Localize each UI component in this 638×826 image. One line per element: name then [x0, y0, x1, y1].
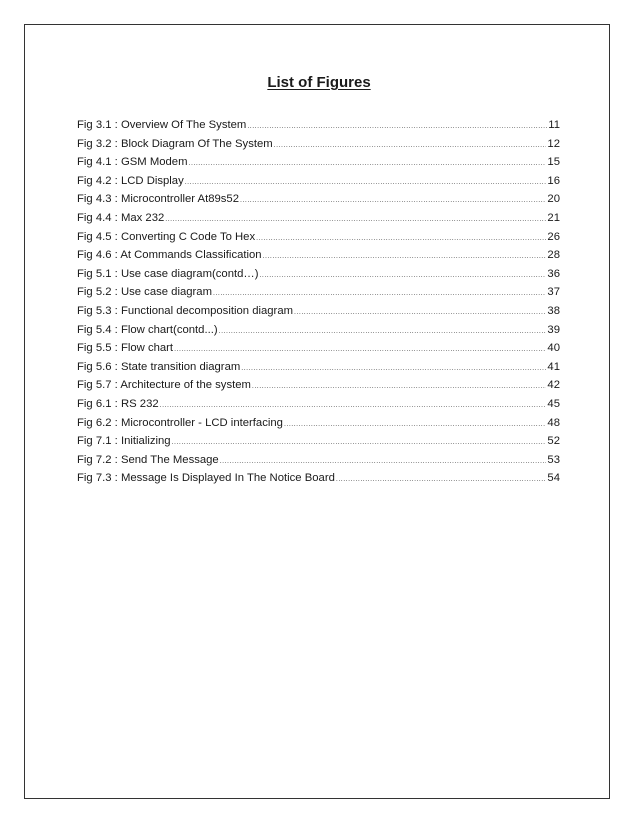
figure-entry[interactable]	[77, 286, 560, 305]
figure-entry[interactable]	[77, 119, 560, 138]
figure-label: Fig 6.1 : RS 232	[77, 397, 159, 410]
dot-leader	[213, 290, 546, 297]
figure-label: Fig 3.2 : Block Diagram Of The System	[77, 137, 273, 150]
figure-label: Fig 7.2 : Send The Message	[77, 453, 219, 466]
figure-page-number: 15	[547, 156, 560, 169]
dot-leader	[274, 142, 547, 149]
dot-leader	[189, 160, 547, 167]
dot-leader	[219, 328, 547, 335]
figure-label: Fig 4.5 : Converting C Code To Hex	[77, 230, 256, 243]
figure-entry[interactable]	[77, 324, 560, 343]
dot-leader	[247, 123, 547, 130]
figure-page-number: 40	[547, 342, 560, 355]
figure-entry[interactable]	[77, 472, 560, 491]
figure-page-number: 41	[547, 360, 560, 373]
dot-leader	[174, 346, 546, 353]
figure-page-number: 45	[547, 397, 560, 410]
dot-leader	[336, 476, 547, 483]
figure-entry[interactable]	[77, 454, 560, 473]
figure-label: Fig 5.5 : Flow chart	[77, 342, 174, 355]
figure-label: Fig 5.6 : State transition diagram	[77, 360, 241, 373]
figure-page-number: 16	[547, 174, 560, 187]
figure-label: Fig 5.3 : Functional decomposition diagram	[77, 304, 294, 317]
figure-page-number: 54	[547, 472, 560, 485]
dot-leader	[165, 216, 546, 223]
figure-entry[interactable]	[77, 379, 560, 398]
dot-leader	[240, 197, 546, 204]
figure-entry[interactable]	[77, 342, 560, 361]
figure-label: Fig 3.1 : Overview Of The System	[77, 119, 247, 131]
figure-entry[interactable]	[77, 212, 560, 231]
figure-label: Fig 5.1 : Use case diagram(contd…)	[77, 267, 259, 280]
figure-entry[interactable]	[77, 417, 560, 436]
figure-entry[interactable]	[77, 249, 560, 268]
figure-label: Fig 7.3 : Message Is Displayed In The Notice Board	[77, 472, 335, 485]
figure-page-number: 36	[547, 267, 560, 280]
figure-entry[interactable]	[77, 398, 560, 417]
dot-leader	[294, 309, 546, 316]
figure-label: Fig 4.4 : Max 232	[77, 211, 165, 224]
figure-entry[interactable]	[77, 361, 560, 380]
figure-entry[interactable]	[77, 138, 560, 157]
dot-leader	[256, 235, 546, 242]
figure-page-number: 48	[547, 416, 560, 429]
figure-page-number: 21	[547, 211, 560, 224]
figure-entry[interactable]	[77, 268, 560, 287]
dot-leader	[284, 421, 546, 428]
dot-leader	[172, 439, 547, 446]
figure-page-number: 38	[547, 304, 560, 317]
figure-list	[77, 119, 560, 491]
figure-label: Fig 6.2 : Microcontroller - LCD interfacing	[77, 416, 283, 429]
figure-label: Fig 7.1 : Initializing	[77, 435, 171, 448]
figure-page-number: 26	[547, 230, 560, 243]
page-title: List of Figures	[267, 74, 371, 91]
figure-label: Fig 4.2 : LCD Display	[77, 174, 184, 187]
dot-leader	[252, 383, 547, 390]
figure-label: Fig 4.6 : At Commands Classification	[77, 249, 262, 262]
figure-page-number: 52	[547, 435, 560, 448]
figure-label: Fig 4.3 : Microcontroller At89s52	[77, 193, 239, 206]
figure-page-number: 39	[547, 323, 560, 336]
dot-leader	[220, 458, 547, 465]
figure-entry[interactable]	[77, 156, 560, 175]
figure-page-number: 12	[547, 137, 560, 150]
dot-leader	[185, 179, 547, 186]
dot-leader	[160, 402, 547, 409]
figure-page-number: 28	[547, 249, 560, 262]
figure-page-number: 53	[547, 453, 560, 466]
figure-label: Fig 5.7 : Architecture of the system	[77, 379, 251, 392]
figure-label: Fig 5.4 : Flow chart(contd...)	[77, 323, 218, 336]
dot-leader	[259, 272, 546, 279]
figure-page-number: 42	[547, 379, 560, 392]
figure-entry[interactable]	[77, 175, 560, 194]
dot-leader	[241, 365, 546, 372]
figure-page-number: 20	[547, 193, 560, 206]
figure-entry[interactable]	[77, 435, 560, 454]
figure-label: Fig 5.2 : Use case diagram	[77, 286, 212, 299]
figure-entry[interactable]	[77, 305, 560, 324]
figure-label: Fig 4.1 : GSM Modem	[77, 156, 188, 169]
figure-page-number: 11	[548, 119, 560, 131]
figure-entry[interactable]	[77, 193, 560, 212]
figure-entry[interactable]	[77, 231, 560, 250]
dot-leader	[263, 253, 547, 260]
figure-page-number: 37	[547, 286, 560, 299]
